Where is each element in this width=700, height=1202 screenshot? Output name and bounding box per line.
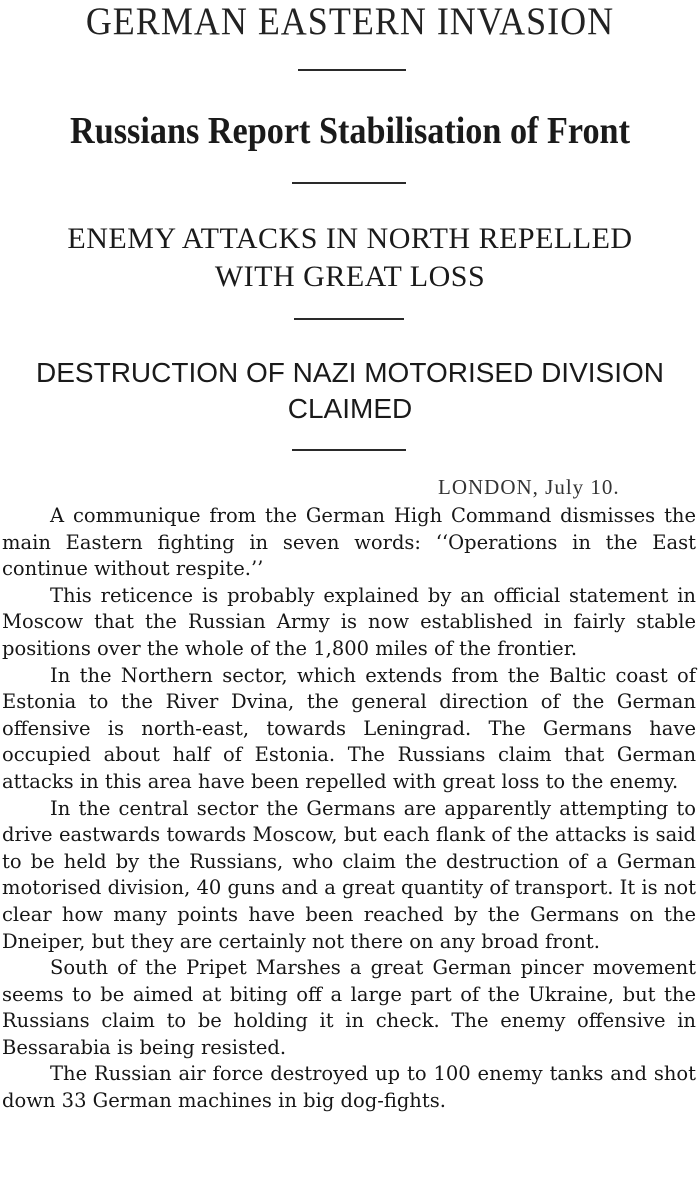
article-body xyxy=(2,503,696,1115)
article-paragraph: The Russian air force destroyed up to 100 enemy tanks and shot down 33 German machines in big dog-fights. xyxy=(2,1062,696,1113)
deck-heading xyxy=(0,220,700,296)
article-paragraph: This reticence is probably explained by an official statement in Moscow that the Russian Army is now established in fairly stable positions over the whole of the 1,800 miles of the frontier. xyxy=(2,583,696,660)
deck-heading-line-1: ENEMY ATTACKS IN NORTH REPELLED xyxy=(67,222,633,255)
article-paragraph: In the Northern sector, which extends from the Baltic coast of Estonia to the River Dvina, the general direction of the German offensive is north-east, towards Leningrad. The Germans have occupied about half of Estonia. The Russians claim that German attacks in this area have been repelled with great loss to the enemy. xyxy=(2,663,696,793)
divider-rule-3 xyxy=(294,318,404,320)
deck-heading-line-2: WITH GREAT LOSS xyxy=(214,260,486,293)
divider-rule-2 xyxy=(292,182,406,184)
dateline: LONDON, July 10. xyxy=(438,475,620,499)
article-paragraph: In the central sector the Germans are apparently attempting to drive eastwards towards Moscow, but each flank of the attacks is said to be held by the Russians, who claim the destruction of a German motorised division, 40 guns and a great quantity of transport. It is not clear how many points have been reached by the Germans on the Dneiper, but they are certainly not there on any broad front. xyxy=(2,796,696,953)
divider-rule-1 xyxy=(298,69,406,71)
headline: GERMAN EASTERN INVASION xyxy=(85,0,615,43)
article-paragraph: South of the Pripet Marshes a great German pincer movement seems to be aimed at biting off a large part of the Ukraine, but the Russians claim to be holding it in check. The enemy offensive in Bessarabia is being resisted. xyxy=(2,956,696,1059)
subheadline: Russians Report Stabilisation of Front xyxy=(70,110,630,152)
divider-rule-4 xyxy=(292,449,406,451)
secondary-deck-line-1: DESTRUCTION OF NAZI MOTORISED DIVISION xyxy=(36,357,664,388)
article-paragraph: A communique from the German High Command dismisses the main Eastern fighting in seven words: ‘‘Operations in the East continue without respite.’’ xyxy=(2,504,696,581)
secondary-deck-heading xyxy=(0,355,700,427)
secondary-deck-line-2: CLAIMED xyxy=(287,393,413,424)
